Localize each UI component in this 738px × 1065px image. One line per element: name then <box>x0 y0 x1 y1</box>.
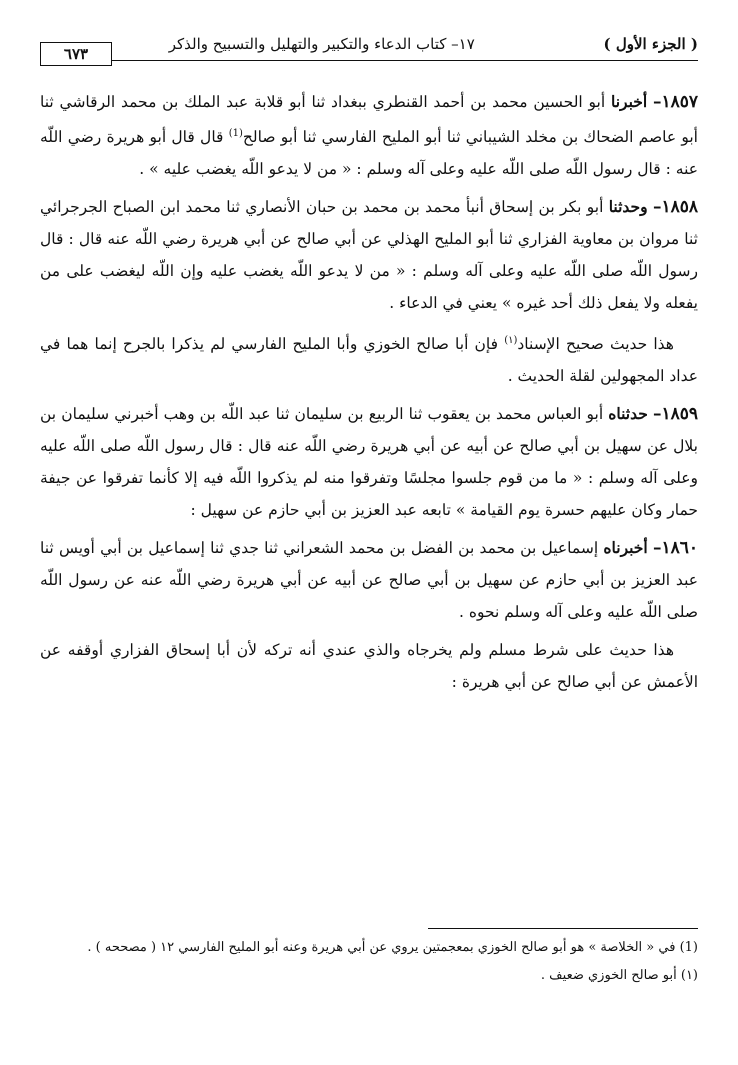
main-text <box>40 86 698 704</box>
comment-text: هذا حديث صحيح الإسناد <box>517 335 674 354</box>
hadith-number: ١٨٥٩– <box>652 404 698 425</box>
footnote-1 <box>40 936 698 960</box>
hadith-text: إسماعيل بن محمد بن الفضل بن محمد الشعراني ثنا جدي ثنا إسماعيل بن أبي أويس ثنا عبد العزيز بن أبي حازم عن سهيل بن أبي صالح عن أبيه عن أبي هريرة رضي اللّه عنه عن رسول اللّه صلى اللّه عليه وعلى آله وسلم نحوه . <box>40 539 698 622</box>
hadith-verb: حدثناه <box>608 404 648 424</box>
volume-label: ( الجزء الأول ) <box>603 35 698 53</box>
running-header <box>40 26 698 62</box>
footnote-rule <box>428 928 698 929</box>
footnote-text: أبو صالح الخوزي ضعيف . <box>540 968 677 983</box>
hadith-text: أبو العباس محمد بن يعقوب ثنا الربيع بن سليمان ثنا عبد اللّه بن وهب أخبرني سليمان بن بلال عن سهيل بن أبي صالح عن أبيه عن أبي هريرة رضي اللّه عنه قال : قال رسول اللّه صلى اللّه عليه وعلى آله وسلم : « ما من قوم جلسوا مجلسًا وتفرقوا منه لم يذكروا اللّه فيه إلا كأنما تفرقوا عن جيفة حمار وكان عليهم حسرة يوم القيامة » تابعه عبد العزيز بن أبي حازم عن سهيل : <box>40 405 698 520</box>
hadith-number: ١٨٦٠– <box>652 538 698 559</box>
footnote-2 <box>40 964 698 988</box>
footnote-mark: (١) <box>680 968 698 983</box>
hadith-1857 <box>40 86 698 185</box>
hadith-number: ١٨٥٨– <box>652 197 698 218</box>
hadith-verb: وحدثنا <box>608 197 648 217</box>
authentication-comment-2: هذا حديث على شرط مسلم ولم يخرجاه والذي عندي أنه تركه لأن أبا إسحاق الفزاري أوقفه عن الأعمش عن أبي صالح عن أبي هريرة : <box>40 641 698 692</box>
footnote-mark: (1) <box>679 940 698 955</box>
chapter-title: ١٧– كتاب الدعاء والتكبير والتهليل والتسبيح والذكر <box>168 35 475 53</box>
footnote-text: في « الخلاصة » هو أبو صالح الخوزي بمعجمتين يروي عن أبي هريرة وعنه أبو المليح الفارسي ١٢ ( مصححه ) . <box>87 940 676 955</box>
hadith-1858 <box>40 191 698 319</box>
hadith-1860 <box>40 532 698 628</box>
page-number-box <box>40 42 112 66</box>
footnotes <box>40 936 698 992</box>
hadith-verb: أخبرنا <box>611 92 648 111</box>
authentication-comment <box>40 325 698 392</box>
hadith-text: أبو بكر بن إسحاق أنبأ محمد بن محمد بن حبان الأنصاري ثنا محمد ابن الصباح الجرجرائي ثنا مروان بن معاوية الفزاري ثنا أبو المليح الهذلي عن أبي صالح عن أبي هريرة رضي اللّه عنه قال : قال رسول اللّه صلى اللّه عليه وعلى آله وسلم : « من لا يدعو اللّه يغضب عليه وإن اللّه ليغضب على من يفعله ولا يفعل ذلك أحد غيره » يعني في الدعاء . <box>40 198 698 313</box>
hadith-text-cont: قال قال أبو هريرة رضي اللّه عنه : قال رسول اللّه صلى اللّه عليه وعلى آله وسلم : « من لا يدعو اللّه يغضب عليه » . <box>40 128 698 179</box>
footnote-ref: (١) <box>504 335 518 347</box>
footnote-ref: (1) <box>228 128 243 139</box>
comment-text-cont: فإن أبا صالح الخوزي وأبا المليح الفارسي لم يذكرا بالجرح إنما هما في عداد المجهولين لقلة الحديث . <box>40 335 698 386</box>
hadith-verb: أخبرناه <box>603 538 648 558</box>
hadith-1859 <box>40 398 698 526</box>
header-rule <box>40 60 698 61</box>
hadith-number: ١٨٥٧– <box>652 92 699 112</box>
hadith-text: أبو الحسين محمد بن أحمد القنطري ببغداد ثنا أبو قلابة عبد الملك بن محمد الرقاشي ثنا أبو عاصم الضحاك بن مخلد الشيباني ثنا أبو المليح الفارسي ثنا أبو صالح <box>40 93 698 147</box>
page-number: ٦٧٣ <box>63 45 89 63</box>
